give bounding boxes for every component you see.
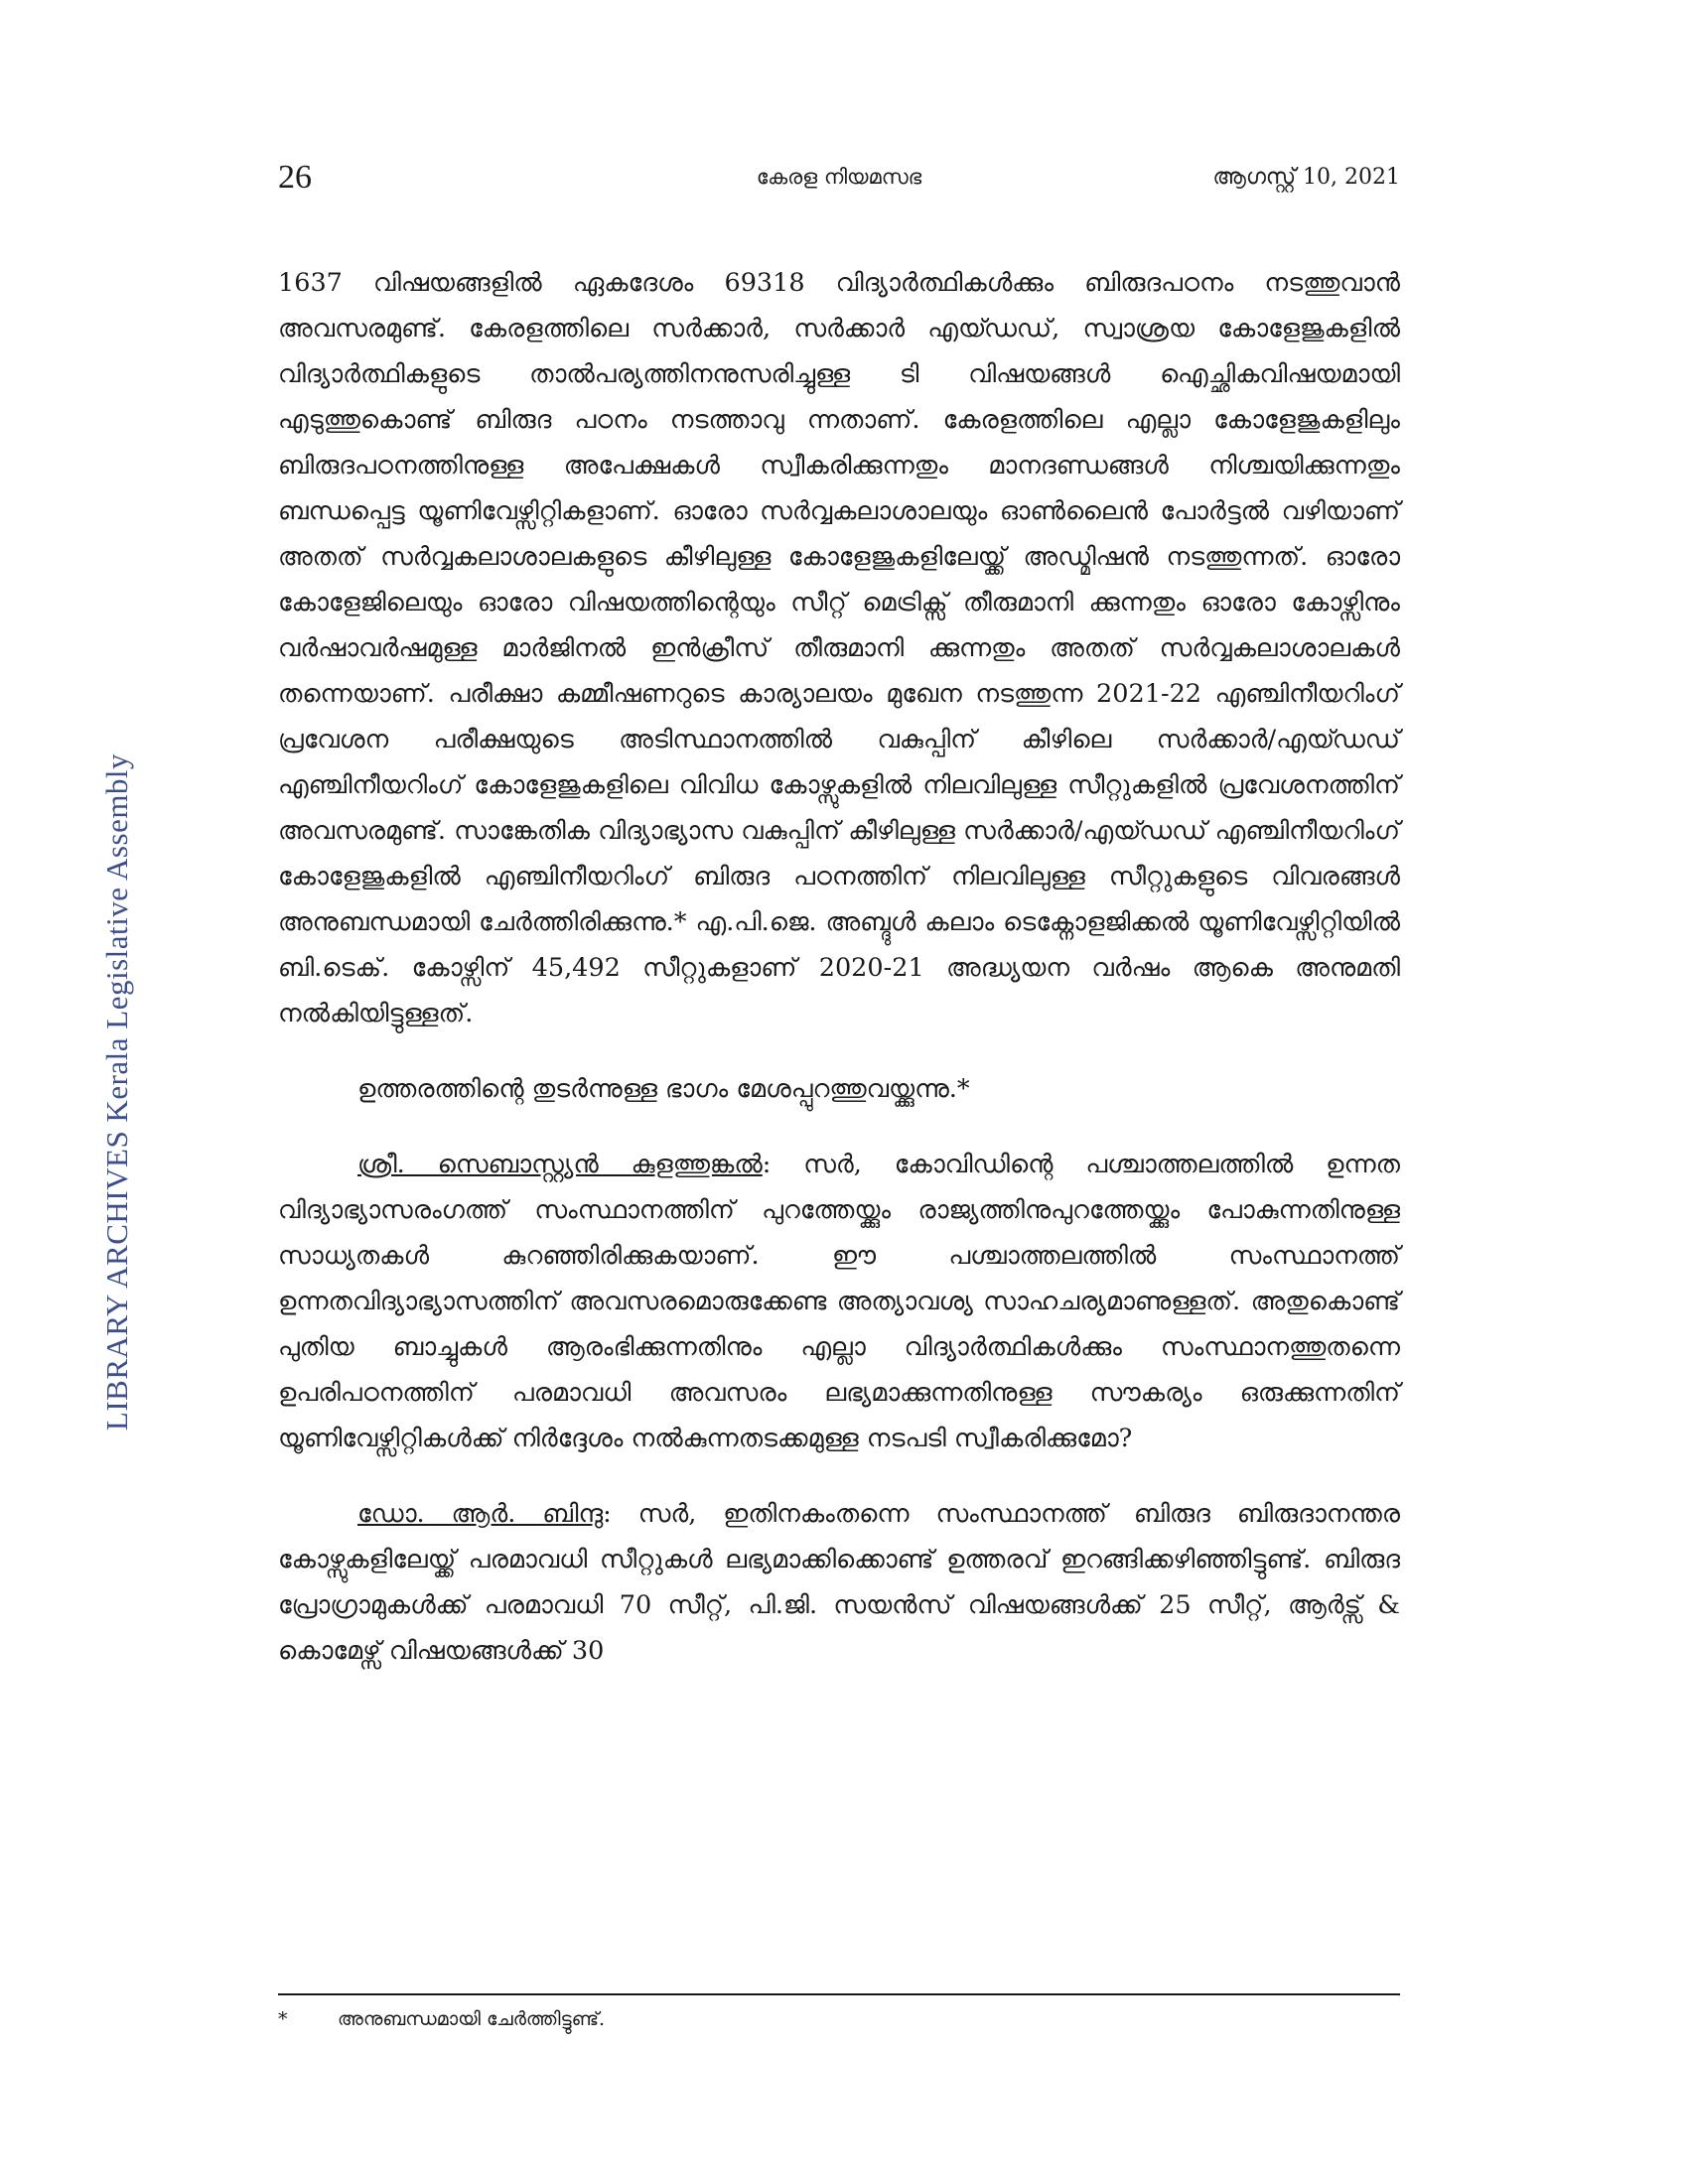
page-number: 26 — [278, 159, 312, 196]
footnote-text: അനുബന്ധമായി ചേർത്തിട്ടുണ്ട്. — [338, 2008, 606, 2030]
answer-paragraph: 1637 വിഷയങ്ങളിൽ ഏകദേശം 69318 വിദ്യാർത്ഥികൾക്കും ബിരുദപഠനം നടത്തുവാൻ അവസരമുണ്ട്. കേരളത്തിലെ സർക്കാർ, സർക്കാർ എയ്ഡഡ്, സ്വാശ്രയ കോളേജുകളിൽ വിദ്യാർത്ഥികളുടെ താൽപര്യത്തിനനുസരിച്ചുള്ള ടി വിഷയങ്ങൾ ഐച്ഛികവിഷയമായി എടുത്തുകൊണ്ട് ബിരുദ പഠനം നടത്താവു ന്നതാണ്. കേരളത്തിലെ എല്ലാ കോളേജുകളിലും ബിരുദപഠനത്തിനുള്ള അപേക്ഷകൾ സ്വീകരിക്കുന്നതും മാനദണ്ഡങ്ങൾ നിശ്ചയിക്കുന്നതും ബന്ധപ്പെട്ട യൂണിവേഴ്സിറ്റികളാണ്. ഓരോ സർവ്വകലാശാലയും ഓൺലൈൻ പോർട്ടൽ വഴിയാണ് അതത് സർവ്വകലാശാലകളുടെ കീഴിലുള്ള കോളേജുകളിലേയ്ക്ക് അഡ്മിഷൻ നടത്തുന്നത്. ഓരോ കോളേജിലെയും ഓരോ വിഷയത്തിന്റെയും സീറ്റ് മെട്രിക്സ് തീരുമാനി ക്കുന്നതും ഓരോ കോഴ്സിനും വർഷാവർഷമുള്ള മാർജിനൽ ഇൻക്രീസ് തീരുമാനി ക്കുന്നതും അതത് സർവ്വകലാശാലകൾ തന്നെയാണ്. പരീക്ഷാ കമ്മീഷണറുടെ കാര്യാലയം മുഖേന നടത്തുന്ന 2021-22 എഞ്ചിനീയറിംഗ് പ്രവേശന പരീക്ഷയുടെ അടിസ്ഥാനത്തിൽ വകുപ്പിന് കീഴിലെ സർക്കാർ/എയ്ഡഡ് എഞ്ചിനീയറിംഗ് കോളേജുകളിലെ വിവിധ കോഴ്സുകളിൽ നിലവിലുള്ള സീറ്റുകളിൽ പ്രവേശനത്തിന് അവസരമുണ്ട്. സാങ്കേതിക വിദ്യാഭ്യാസ വകുപ്പിന് കീഴിലുള്ള സർക്കാർ/എയ്ഡഡ് എഞ്ചിനീയറിംഗ് കോളേജുകളിൽ എഞ്ചിനീയറിംഗ് ബിരുദ പഠനത്തിന് നിലവിലുള്ള സീറ്റുകളുടെ വിവരങ്ങൾ അനുബന്ധമായി ചേർത്തിരിക്കുന്നു.* എ.പി.ജെ. അബ്ദുൾ കലാം ടെക്നോളജിക്കൽ യൂണിവേഴ്സിറ്റിയിൽ ബി.ടെക്. കോഴ്സിന് 45,492 സീറ്റുകളാണ് 2020-21 അദ്ധ്യയന വർഷം ആകെ അനുമതി നൽകിയിട്ടുള്ളത്. — [278, 268, 1400, 1028]
footnote-mark: * — [278, 2008, 288, 2030]
speaker-name: ശ്രീ. സെബാസ്റ്റ്യൻ കുളത്തുങ്കൽ — [357, 1150, 763, 1179]
proceedings-body — [278, 260, 1400, 1674]
running-title: കേരള നിയമസഭ — [756, 165, 922, 189]
footnote-divider — [278, 1993, 1400, 1995]
library-archives-watermark: LIBRARY ARCHIVES Kerala Legislative Assembly — [99, 752, 134, 1432]
header-date: ആഗസ്റ്റ് 10, 2021 — [1212, 165, 1400, 190]
minister-reply-paragraph — [278, 1491, 1400, 1674]
footnote — [278, 2005, 1400, 2033]
speech-text: : സർ, ഇതിനകംതന്നെ സംസ്ഥാനത്ത് ബിരുദ ബിരുദാനന്തര കോഴ്സുകളിലേയ്ക്ക് പരമാവധി സീറ്റുകൾ ലഭ്യമാക്കിക്കൊണ്ട് ഉത്തരവ് ഇറങ്ങിക്കഴിഞ്ഞിട്ടുണ്ട്. ബിരുദ പ്രോഗ്രാമുകൾക്ക് പരമാവധി 70 സീറ്റ്, പി.ജി. സയൻസ് വിഷയങ്ങൾക്ക് 25 സീറ്റ്, ആർട്സ് & കൊമേഴ്സ് വിഷയങ്ങൾക്ക് 30 — [278, 1499, 1400, 1666]
page-header — [278, 159, 1400, 199]
laid-on-table-note: ഉത്തരത്തിന്റെ തുടർന്നുള്ള ഭാഗം മേശപ്പുറത്തുവയ്ക്കുന്നു.* — [357, 1074, 970, 1104]
paragraph-gap — [278, 1036, 1400, 1066]
paragraph-gap — [278, 1112, 1400, 1142]
supplementary-question-paragraph — [278, 1142, 1400, 1461]
paragraph-gap — [278, 1461, 1400, 1491]
speech-text: : സർ, കോവിഡിന്റെ പശ്ചാത്തലത്തിൽ ഉന്നത വിദ്യാഭ്യാസരംഗത്ത് സംസ്ഥാനത്തിന് പുറത്തേയ്ക്കും രാജ്യത്തിനുപുറത്തേയ്ക്കും പോകുന്നതിനുള്ള സാധ്യതകൾ കുറഞ്ഞിരിക്കുകയാണ്. ഈ പശ്ചാത്തലത്തിൽ സംസ്ഥാനത്ത് ഉന്നതവിദ്യാഭ്യാസത്തിന് അവസരമൊരുക്കേണ്ട അത്യാവശ്യ സാഹചര്യമാണുള്ളത്. അതുകൊണ്ട് പുതിയ ബാച്ചുകൾ ആരംഭിക്കുന്നതിനും എല്ലാ വിദ്യാർത്ഥികൾക്കും സംസ്ഥാനത്തുതന്നെ ഉപരിപഠനത്തിന് പരമാവധി അവസരം ലഭ്യമാക്കുന്നതിനുള്ള സൗകര്യം ഒരുക്കുന്നതിന് യൂണിവേഴ്സിറ്റികൾക്ക് നിർദ്ദേശം നൽകുന്നതടക്കമുള്ള നടപടി സ്വീകരിക്കുമോ? — [278, 1150, 1400, 1453]
speaker-name: ഡോ. ആർ. ബിന്ദു — [357, 1499, 604, 1529]
